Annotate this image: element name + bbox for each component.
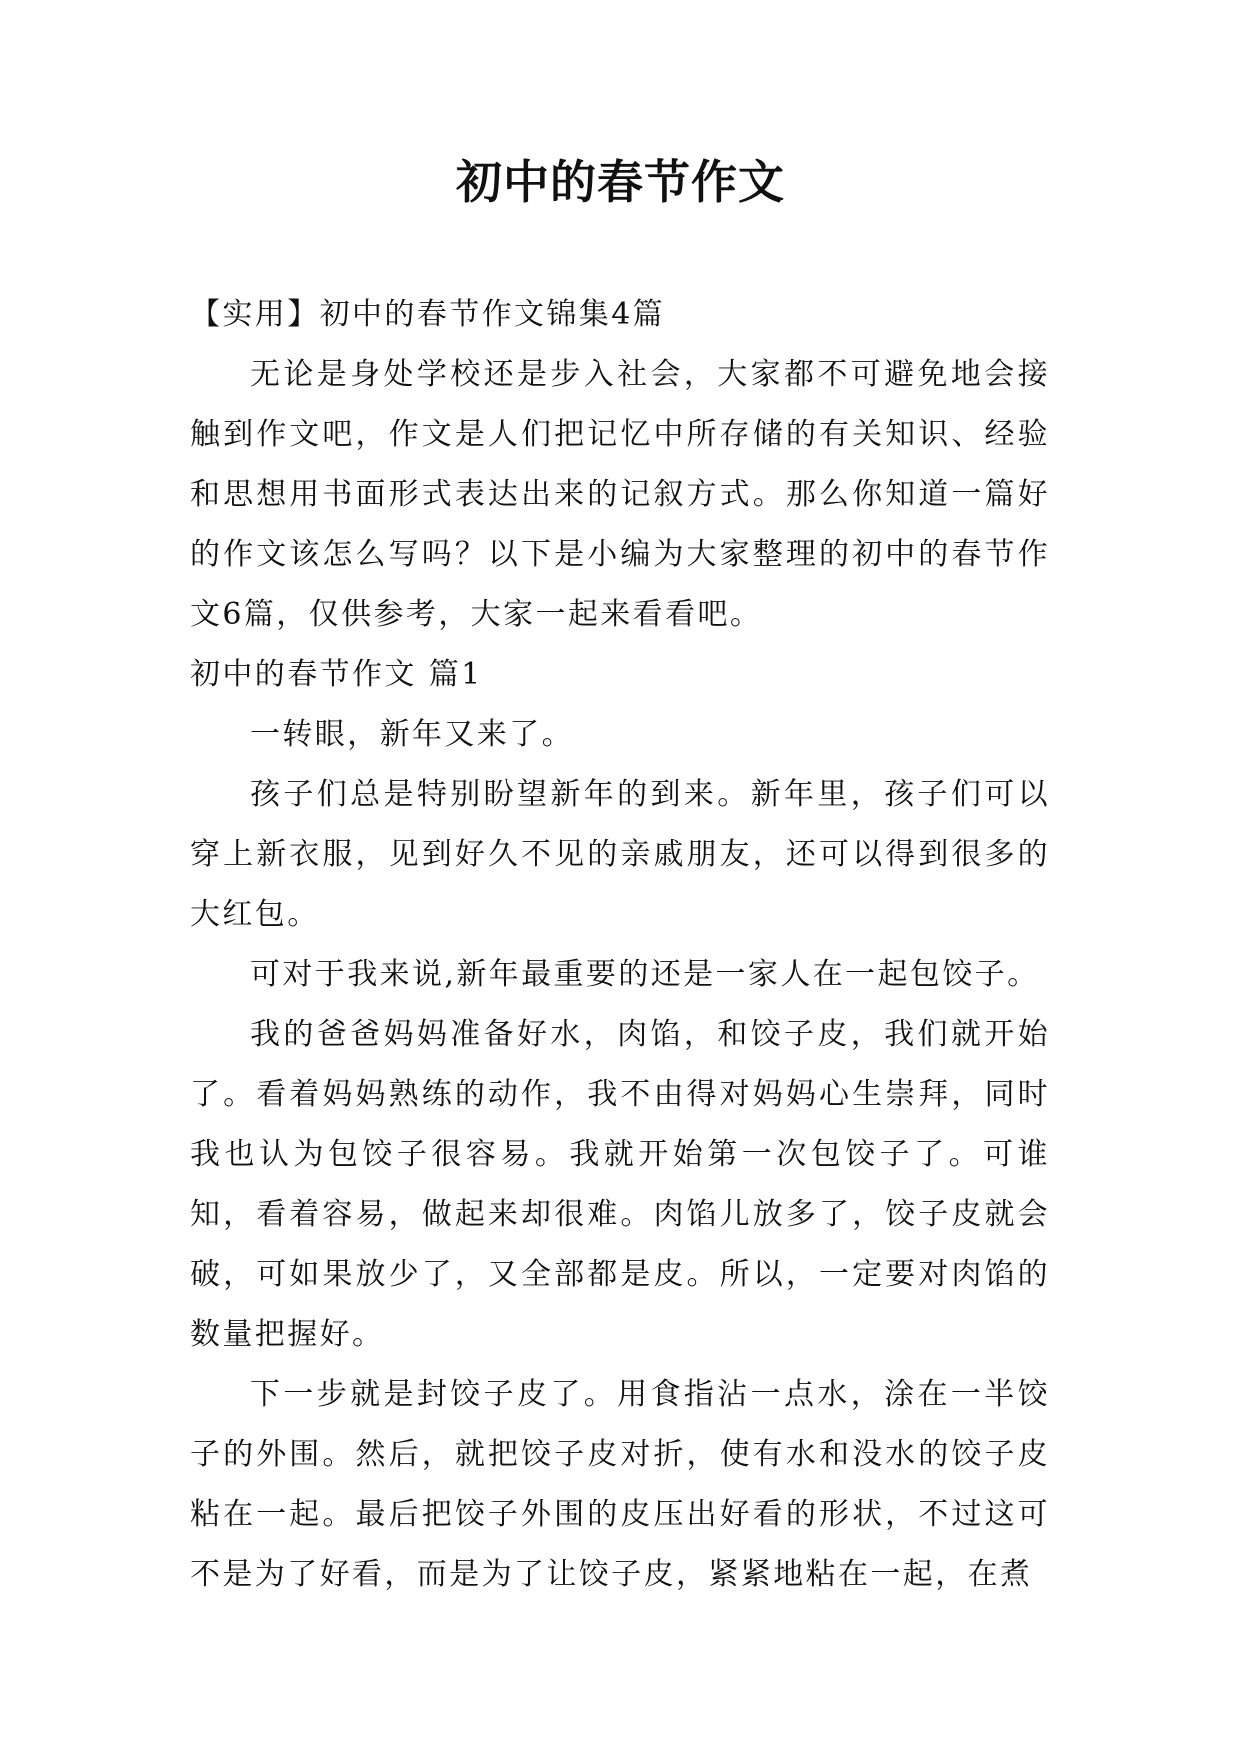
section-heading: 初中的春节作文 篇1 — [190, 657, 483, 692]
intro-paragraph: 无论是身处学校还是步入社会，大家都不可避免地会接触到作文吧，作文是人们把记忆中所存储的有关知识、经验和思想用书面形式表达出来的记叙方式。那么你知道一篇好的作文该怎么写吗？以下是小编为大家整理的初中的春节作文6篇，仅供参考，大家一起来看看吧。 — [190, 357, 1050, 632]
body-paragraph: 我的爸爸妈妈准备好水，肉馅，和饺子皮，我们就开始了。看着妈妈熟练的动作，我不由得对妈妈心生崇拜，同时我也认为包饺子很容易。我就开始第一次包饺子了。可谁知，看着容易，做起来却很难。肉馅儿放多了，饺子皮就会破，可如果放少了，又全部都是皮。所以，一定要对肉馅的数量把握好。 — [190, 1017, 1050, 1352]
body-paragraph: 下一步就是封饺子皮了。用食指沾一点水，涂在一半饺子的外围。然后，就把饺子皮对折，使有水和没水的饺子皮粘在一起。最后把饺子外围的皮压出好看的形状，不过这可不是为了好看，而是为了让饺子皮，紧紧地粘在一起，在煮 — [190, 1377, 1050, 1592]
document-subtitle: 【实用】初中的春节作文锦集4篇 — [190, 297, 666, 332]
document-title: 初中的春节作文 — [456, 155, 785, 209]
body-paragraph: 可对于我来说,新年最重要的还是一家人在一起包饺子。 — [250, 957, 1040, 992]
body-paragraph: 一转眼，新年又来了。 — [250, 717, 574, 752]
body-paragraph: 孩子们总是特别盼望新年的到来。新年里，孩子们可以穿上新衣服，见到好久不见的亲戚朋友，还可以得到很多的大红包。 — [190, 777, 1050, 932]
document-body — [190, 285, 1050, 1605]
